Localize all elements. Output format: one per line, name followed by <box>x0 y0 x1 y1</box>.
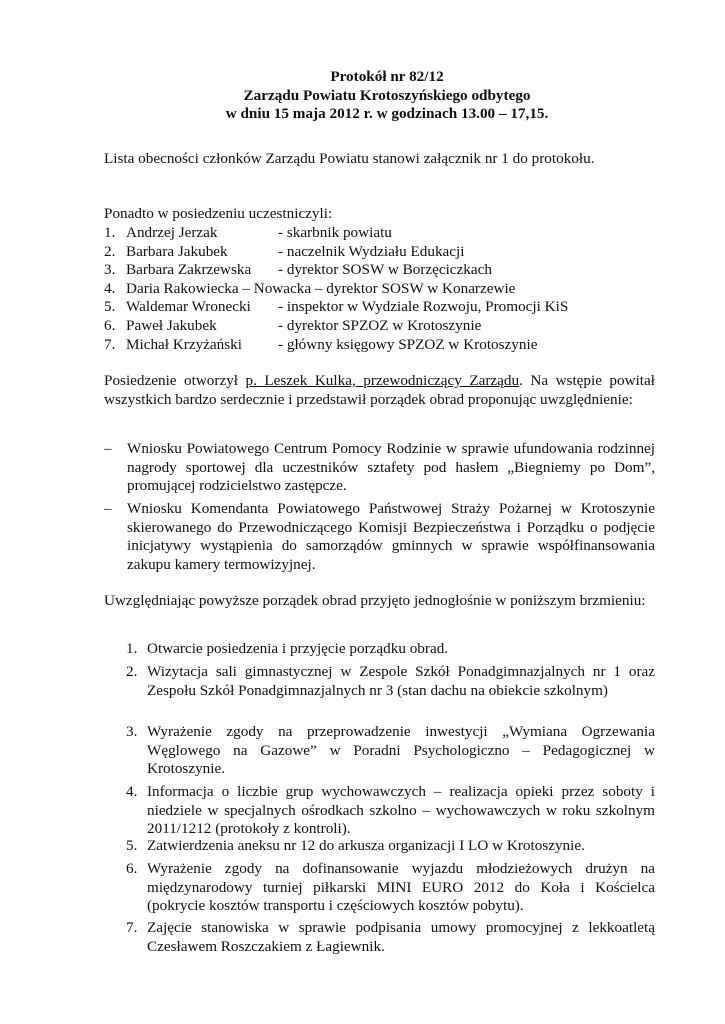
agenda-number: 1. <box>126 640 138 657</box>
protocol-date: w dniu 15 maja 2012 r. w godzinach 13.00 – 17,15. <box>225 105 549 123</box>
opening-prefix: Posiedzenie otworzył <box>104 372 246 389</box>
participant-name: Michał Krzyżański <box>126 335 242 353</box>
participant-row <box>104 280 655 299</box>
proposal-text: Wniosku Powiatowego Centrum Pomocy Rodzinie w sprawie ufundowania rodzinnej nagrody sportowej dla uczestników sztafety pod hasłem „Biegniemy po Dom”, promującej rodzicielstwo zastępcze. <box>127 440 655 495</box>
agenda-text: Wyrażenie zgody na przeprowadzenie inwestycji „Wymiana Ogrzewania Węglowego na Gazowe” w Poradni Psychologiczno – Pedagogicznej w Krotoszynie. <box>147 723 655 778</box>
participant-row <box>104 336 655 355</box>
participant-row <box>104 224 655 243</box>
participant-number: 4. <box>104 279 116 297</box>
participant-row <box>104 243 655 262</box>
participant-full: Daria Rakowiecka – Nowacka – dyrektor SOSW w Konarzewie <box>126 279 516 297</box>
agenda-number: 2. <box>126 663 138 680</box>
participant-row <box>104 261 655 280</box>
participant-number: 5. <box>104 298 116 316</box>
participant-number: 6. <box>104 316 116 334</box>
agenda-item <box>126 837 655 856</box>
agenda-item <box>126 723 655 779</box>
agenda-text: Wizytacja sali gimnastycznej w Zespole Szkół Ponadgimnazjalnych nr 1 oraz Zespołu Szkół Ponadgimnazjalnych nr 3 (stan dachu na obiekcie szkolnym) <box>147 663 655 699</box>
participant-role: - skarbnik powiatu <box>278 224 392 241</box>
participant-name: Barbara Jakubek <box>126 242 228 260</box>
participants-list <box>104 224 655 354</box>
agenda-item <box>126 663 655 700</box>
agenda-text: Informacja o liczbie grup wychowawczych – realizacja opieki przez soboty i niedziele w specjalnych ośrodkach szkolno – wychowawczych w roku szkolnym 2011/1212 (protokoły z kontroli). <box>147 783 655 838</box>
proposal-text: Wniosku Komendanta Powiatowego Państwowej Straży Pożarnej w Krotoszynie skierowanego do Przewodniczącego Komisji Bezpieczeństwa i Porządku o podjęcie inicjatywy wystąpienia do samorządów gminnych w sprawie współfinansowania zakupu kamery termowizyjnej. <box>127 500 655 573</box>
agenda-number: 6. <box>126 860 138 877</box>
protocol-subtitle: Zarządu Powiatu Krotoszyńskiego odbytego <box>243 86 531 104</box>
participant-name: Barbara Zakrzewska <box>126 261 252 279</box>
attendance-paragraph: Lista obecności członków Zarządu Powiatu stanowi załącznik nr 1 do protokołu. <box>104 150 595 167</box>
chairman-name: p. Leszek Kulka, przewodniczący Zarządu <box>245 372 520 389</box>
agenda-item <box>126 919 655 956</box>
agenda-number: 3. <box>126 723 138 740</box>
proposal-item <box>104 500 655 574</box>
participant-row <box>104 298 655 317</box>
agenda-item <box>126 860 655 916</box>
participant-number: 7. <box>104 335 116 353</box>
participants-intro: Ponadto w posiedzeniu uczestniczyli: <box>104 205 333 222</box>
participant-role: - dyrektor SOSW w Borzęciczkach <box>278 261 492 279</box>
participant-role: - naczelnik Wydziału Edukacji <box>278 242 465 260</box>
agenda-number: 4. <box>126 783 138 800</box>
participant-name: Waldemar Wronecki <box>126 298 251 316</box>
agenda-text: Wyrażenie zgody na dofinansowanie wyjazdu młodzieżowych drużyn na międzynarodowy turniej piłkarski MINI EURO 2012 do Koła i Kościelca (pokrycie kosztów transportu i częściowych kosztów pobytu). <box>147 860 655 915</box>
participant-role: - główny księgowy SPZOZ w Krotoszynie <box>278 335 538 353</box>
participant-number: 1. <box>104 224 116 241</box>
dash-bullet-icon: – <box>104 440 112 457</box>
agenda-item <box>126 783 655 839</box>
participant-number: 3. <box>104 261 116 279</box>
adopted-paragraph: Uwzględniając powyższe porządek obrad przyjęto jednogłośnie w poniższym brzmieniu: <box>104 592 646 609</box>
opening-suffix: . Na wstępie powitał wszystkich bardzo serdecznie i przedstawił porządek obrad proponując uwzględnienie: <box>104 372 655 408</box>
participant-number: 2. <box>104 242 116 260</box>
participant-name: Paweł Jakubek <box>126 316 217 334</box>
agenda-text: Otwarcie posiedzenia i przyjęcie porządku obrad. <box>147 640 449 657</box>
agenda-number: 7. <box>126 919 138 936</box>
dash-bullet-icon: – <box>104 500 112 517</box>
participant-row <box>104 317 655 336</box>
protocol-title: Protokół nr 82/12 <box>330 68 444 85</box>
opening-paragraph <box>104 372 655 409</box>
participant-role: - dyrektor SPZOZ w Krotoszynie <box>278 316 482 334</box>
agenda-number: 5. <box>126 837 138 854</box>
proposal-item <box>104 440 655 496</box>
agenda-text: Zajęcie stanowiska w sprawie podpisania umowy promocyjnej z lekkoatletą Czesławem Roszczakiem z Łagiewnik. <box>147 919 655 955</box>
agenda-text: Zatwierdzenia aneksu nr 12 do arkusza organizacji I LO w Krotoszynie. <box>147 837 585 854</box>
participant-name: Andrzej Jerzak <box>126 224 218 241</box>
participant-role: - inspektor w Wydziale Rozwoju, Promocji KiS <box>278 298 569 316</box>
protocol-header <box>104 68 655 124</box>
agenda-item <box>126 640 655 659</box>
